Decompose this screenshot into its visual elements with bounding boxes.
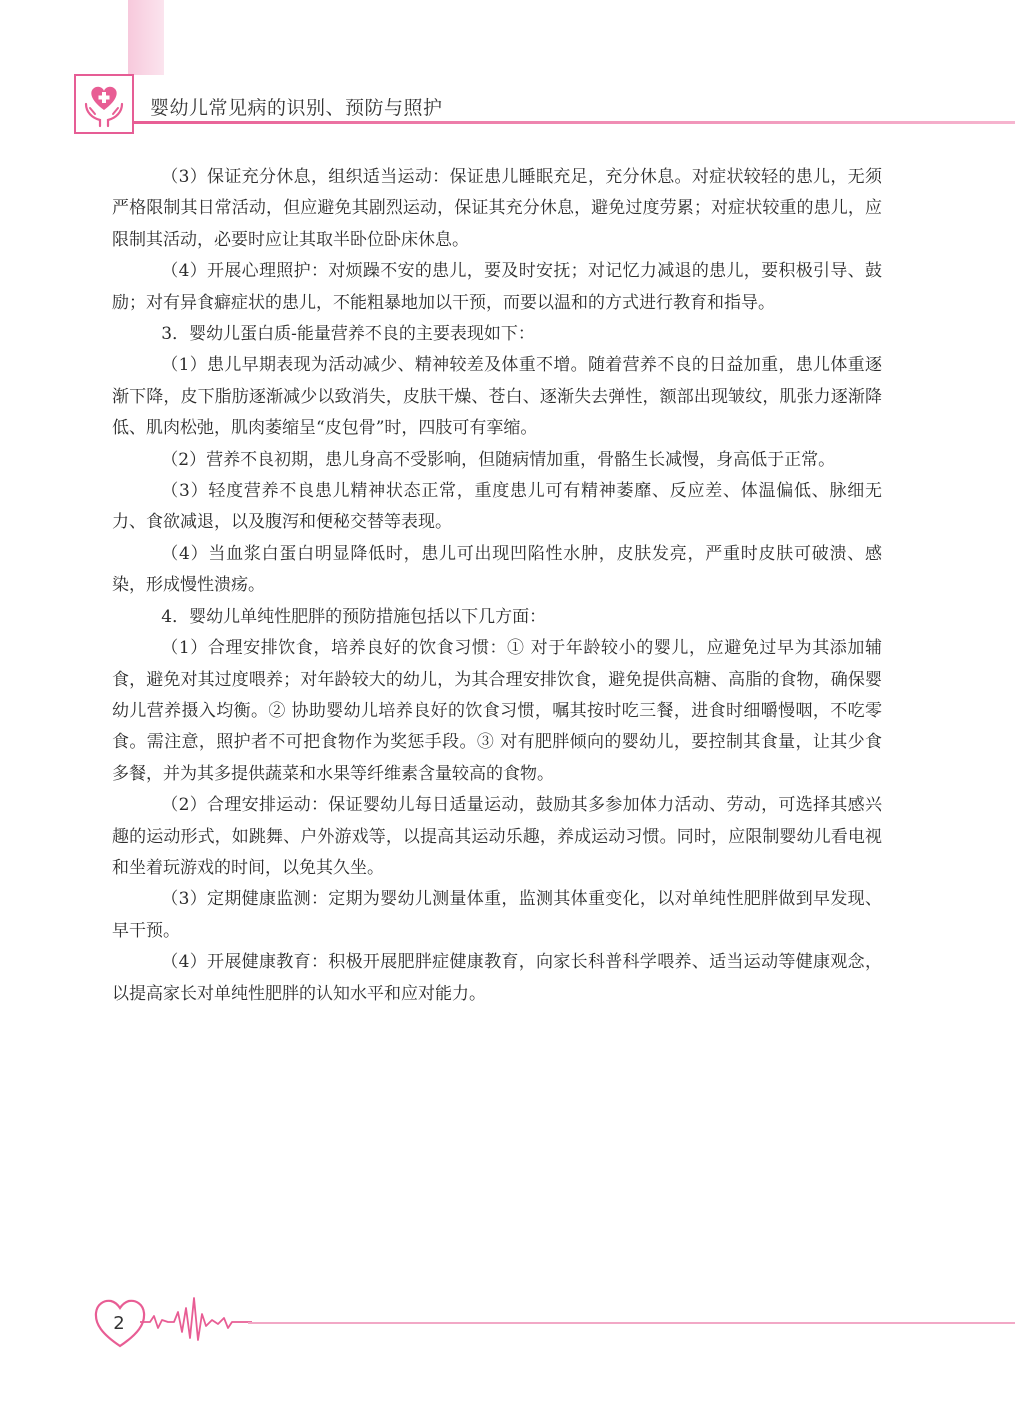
footer-divider: [248, 1322, 1015, 1324]
paragraph: （2）合理安排运动：保证婴幼儿每日适量运动，鼓励其多参加体力活动、劳动，可选择其感兴趣的运动形式，如跳舞、户外游戏等，以提高其运动乐趣，养成运动习惯。同时，应限制婴幼儿看电视和坐着玩游戏的时间，以免其久坐。: [112, 795, 882, 878]
paragraph: （4）当血浆白蛋白明显降低时，患儿可出现凹陷性水肿，皮肤发亮，严重时皮肤可破溃、感染，形成慢性溃疡。: [112, 543, 882, 596]
paragraph: （2）营养不良初期，患儿身高不受影响，但随病情加重，骨骼生长减慢，身高低于正常。: [161, 449, 836, 470]
body-text: [112, 162, 882, 1010]
paragraph: （3）定期健康监测：定期为婴幼儿测量体重，监测其体重变化，以对单纯性肥胖做到早发现、早干预。: [112, 889, 882, 941]
paragraph: （1）患儿早期表现为活动减少、精神较差及体重不增。随着营养不良的日益加重，患儿体重逐渐下降，皮下脂肪逐渐减少以致消失，皮肤干燥、苍白、逐渐失去弹性，额部出现皱纹，肌张力逐渐降低、肌肉松弛，肌肉萎缩呈“皮包骨”时，四肢可有挛缩。: [112, 355, 882, 439]
running-header-title: 婴幼儿常见病的识别、预防与照护: [150, 97, 443, 119]
paragraph: 4．婴幼儿单纯性肥胖的预防措施包括以下几方面：: [161, 606, 547, 627]
page-number: 2: [113, 1313, 125, 1334]
paragraph: （3）轻度营养不良患儿精神状态正常，重度患儿可有精神萎靡、反应差、体温偏低、脉细无力、食欲减退，以及腹泻和便秘交替等表现。: [112, 481, 882, 533]
paragraph: （4）开展健康教育：积极开展肥胖症健康教育，向家长科普科学喂养、适当运动等健康观念，以提高家长对单纯性肥胖的认知水平和应对能力。: [112, 952, 882, 1004]
book-logo: [74, 74, 134, 134]
paragraph: （4）开展心理照护：对烦躁不安的患儿，要及时安抚；对记忆力减退的患儿，要积极引导、鼓励；对有异食癖症状的患儿，不能粗暴地加以干预，而要以温和的方式进行教育和指导。: [112, 261, 882, 313]
header-divider: [134, 121, 1015, 124]
paragraph: 3．婴幼儿蛋白质-能量营养不良的主要表现如下：: [161, 324, 535, 345]
header-top-bar: [128, 0, 164, 75]
heartbeat-line-icon: [140, 1290, 252, 1350]
heart-hands-icon: [78, 78, 130, 130]
paragraph: （3）保证充分休息，组织适当运动：保证患儿睡眠充足，充分休息。对症状较轻的患儿，无须严格限制其日常活动，但应避免其剧烈运动，保证其充分休息，避免过度劳累；对症状较重的患儿，应限制其活动，必要时应让其取半卧位卧床休息。: [112, 167, 882, 250]
paragraph: （1）合理安排饮食，培养良好的饮食习惯：① 对于年龄较小的婴儿，应避免过早为其添加辅食，避免对其过度喂养；对年龄较大的幼儿，为其合理安排饮食，避免提供高糖、高脂的食物，确保婴幼儿营养摄入均衡。② 协助婴幼儿培养良好的饮食习惯，嘱其按时吃三餐，进食时细嚼慢咽，不吃零食。需注意，照护者不可把食物作为奖惩手段。③ 对有肥胖倾向的婴幼儿，要控制其食量，让其少食多餐，并为其多提供蔬菜和水果等纤维素含量较高的食物。: [112, 638, 882, 784]
